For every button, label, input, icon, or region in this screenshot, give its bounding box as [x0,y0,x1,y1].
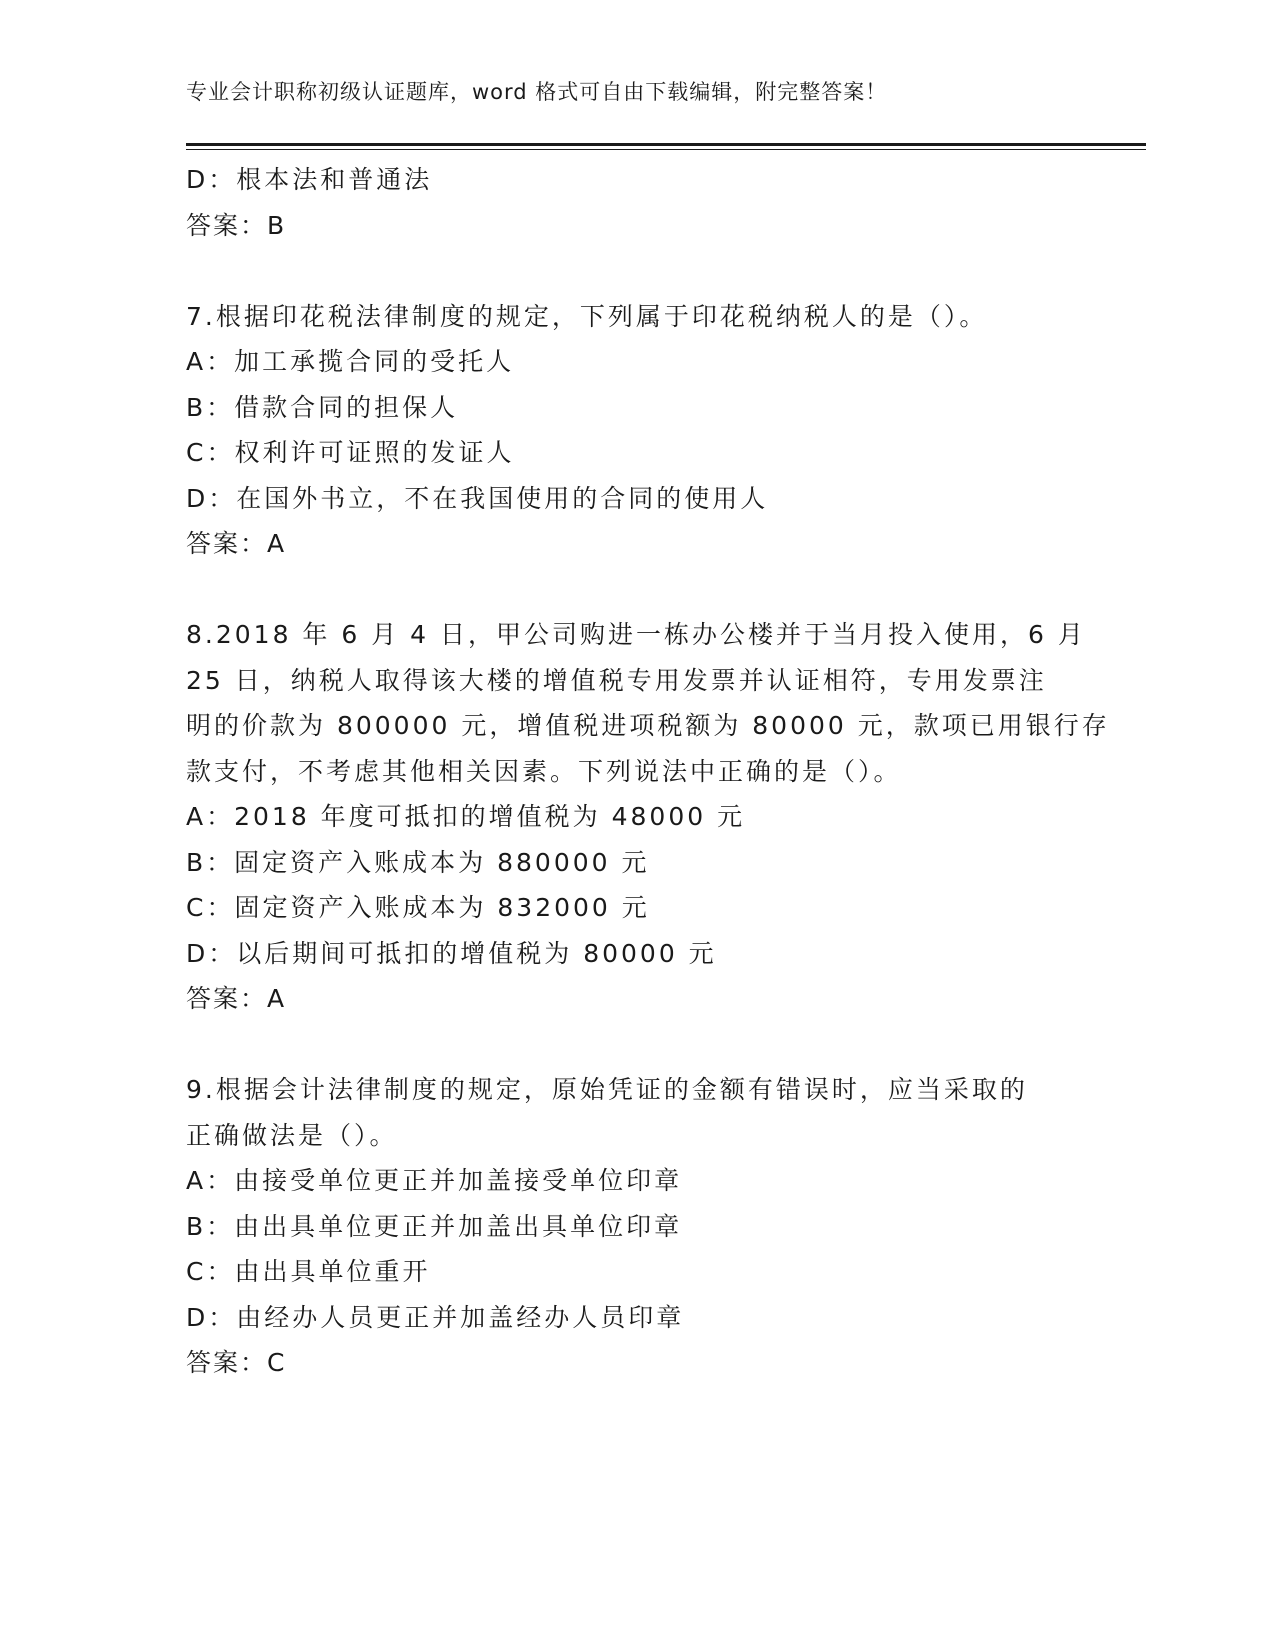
q9-answer: 答案：C [186,1348,287,1377]
q7-stem: 7.根据印花税法律制度的规定，下列属于印花税纳税人的是（）。 [186,301,988,331]
spacer [186,1022,1076,1068]
page-header: 专业会计职称初级认证题库，word 格式可自由下载编辑，附完整答案！ [186,80,888,104]
q9-stem-line: 9.根据会计法律制度的规定，原始凭证的金额有错误时，应当采取的 [186,1075,1028,1104]
header-rule-thick [186,143,1146,146]
q8-option-d: D：以后期间可抵扣的增值税为 80000 元 [186,938,717,968]
q8-stem-line: 8.2018 年 6 月 4 日，甲公司购进一栋办公楼并于当月投入使用，6 月 [186,620,1086,649]
q7-option-c: C：权利许可证照的发证人 [186,438,515,467]
q6-option-d: D：根本法和普通法 [186,165,433,194]
question-content [186,157,1110,1386]
q8-option-b: B：固定资产入账成本为 880000 元 [186,847,650,877]
q8-answer: 答案：A [186,984,287,1013]
q9-option-d: D：由经办人员更正并加盖经办人员印章 [186,1302,685,1332]
q8-option-a: A：2018 年度可抵扣的增值税为 48000 元 [186,802,746,831]
q8-stem-line: 明的价款为 800000 元，增值税进项税额为 80000 元，款项已用银行存 [186,711,1110,740]
q7-answer: 答案：A [186,529,287,558]
q8-option-c: C：固定资产入账成本为 832000 元 [186,893,650,922]
q8-stem-line: 款支付，不考虑其他相关因素。下列说法中正确的是（）。 [186,756,902,786]
q9-stem-line: 正确做法是（）。 [186,1120,398,1150]
q9-option-b: B：由出具单位更正并加盖出具单位印章 [186,1211,683,1241]
q9-option-a: A：由接受单位更正并加盖接受单位印章 [186,1166,683,1195]
q6-answer: 答案：B [186,210,287,240]
q8-stem-line: 25 日，纳税人取得该大楼的增值税专用发票并认证相符，专用发票注 [186,665,1047,695]
q7-option-b: B：借款合同的担保人 [186,392,459,422]
spacer [186,248,1076,294]
q7-option-a: A：加工承揽合同的受托人 [186,347,515,376]
header-rule-thin [186,149,1146,150]
q7-option-d: D：在国外书立，不在我国使用的合同的使用人 [186,483,769,513]
q9-option-c: C：由出具单位重开 [186,1257,431,1286]
spacer [186,567,1076,613]
